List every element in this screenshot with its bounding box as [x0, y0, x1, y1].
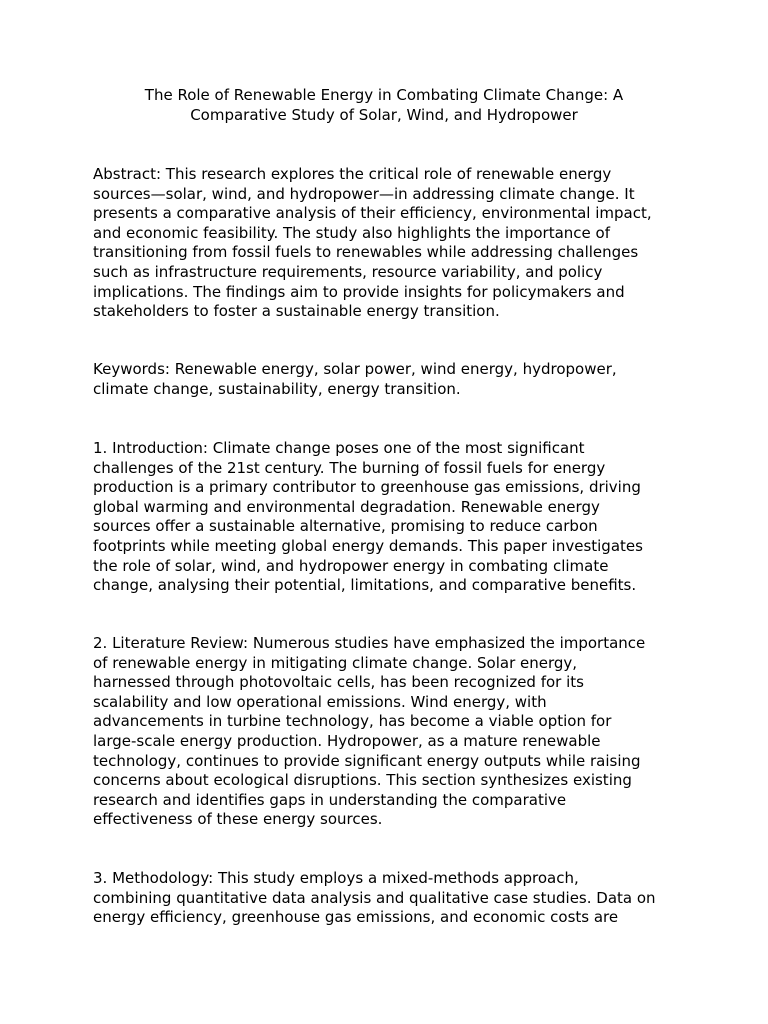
- abstract-line: and economic feasibility. The study also highlights the importance of: [93, 223, 610, 242]
- abstract-line: transitioning from fossil fuels to renewables while addressing challenges: [93, 243, 639, 262]
- literature-review-line: scalability and low operational emissions. Wind energy, with: [93, 692, 547, 711]
- literature-review-line: technology, continues to provide significant energy outputs while raising: [93, 751, 641, 770]
- abstract-line: stakeholders to foster a sustainable energy transition.: [93, 302, 500, 321]
- abstract-paragraph: [93, 165, 675, 322]
- literature-review-line: large-scale energy production. Hydropower, as a mature renewable: [93, 731, 601, 750]
- methodology-line: energy efficiency, greenhouse gas emissions, and economic costs are: [93, 908, 619, 927]
- introduction-line: production is a primary contributor to greenhouse gas emissions, driving: [93, 478, 641, 497]
- introduction-paragraph: [93, 439, 675, 596]
- introduction-line: the role of solar, wind, and hydropower energy in combating climate: [93, 556, 609, 575]
- methodology-paragraph: [93, 869, 675, 928]
- literature-review-line: research and identifies gaps in understanding the comparative: [93, 790, 567, 809]
- literature-review-paragraph: [93, 634, 675, 830]
- keywords-line: climate change, sustainability, energy transition.: [93, 379, 461, 398]
- introduction-line: global warming and environmental degradation. Renewable energy: [93, 497, 600, 516]
- abstract-line: Abstract: This research explores the critical role of renewable energy: [93, 165, 612, 183]
- abstract-line: implications. The findings aim to provide insights for policymakers and: [93, 282, 625, 301]
- paper-title-line: The Role of Renewable Energy in Combating Climate Change: A: [144, 86, 624, 104]
- introduction-line: change, analysing their potential, limitations, and comparative benefits.: [93, 576, 637, 595]
- introduction-line: 1. Introduction: Climate change poses one of the most significant: [93, 439, 585, 457]
- abstract-line: sources—solar, wind, and hydropower—in addressing climate change. It: [93, 184, 635, 203]
- literature-review-line: effectiveness of these energy sources.: [93, 810, 383, 829]
- paper-title-line: Comparative Study of Solar, Wind, and Hydropower: [190, 105, 578, 124]
- keywords-paragraph: [93, 360, 675, 399]
- literature-review-line: of renewable energy in mitigating climate change. Solar energy,: [93, 653, 578, 672]
- introduction-line: footprints while meeting global energy demands. This paper investigates: [93, 536, 643, 555]
- introduction-line: sources offer a sustainable alternative, promising to reduce carbon: [93, 517, 598, 536]
- abstract-line: presents a comparative analysis of their efficiency, environmental impact,: [93, 204, 652, 223]
- abstract-line: such as infrastructure requirements, resource variability, and policy: [93, 262, 603, 281]
- methodology-line: 3. Methodology: This study employs a mixed-methods approach,: [93, 869, 579, 887]
- methodology-line: combining quantitative data analysis and qualitative case studies. Data on: [93, 888, 656, 907]
- literature-review-line: concerns about ecological disruptions. This section synthesizes existing: [93, 771, 632, 790]
- introduction-line: challenges of the 21st century. The burning of fossil fuels for energy: [93, 458, 606, 477]
- literature-review-line: harnessed through photovoltaic cells, has been recognized for its: [93, 673, 584, 692]
- literature-review-line: 2. Literature Review: Numerous studies have emphasized the importance: [93, 634, 646, 652]
- paper-title: [93, 86, 675, 125]
- literature-review-line: advancements in turbine technology, has become a viable option for: [93, 712, 612, 731]
- keywords-line: Keywords: Renewable energy, solar power, wind energy, hydropower,: [93, 360, 617, 378]
